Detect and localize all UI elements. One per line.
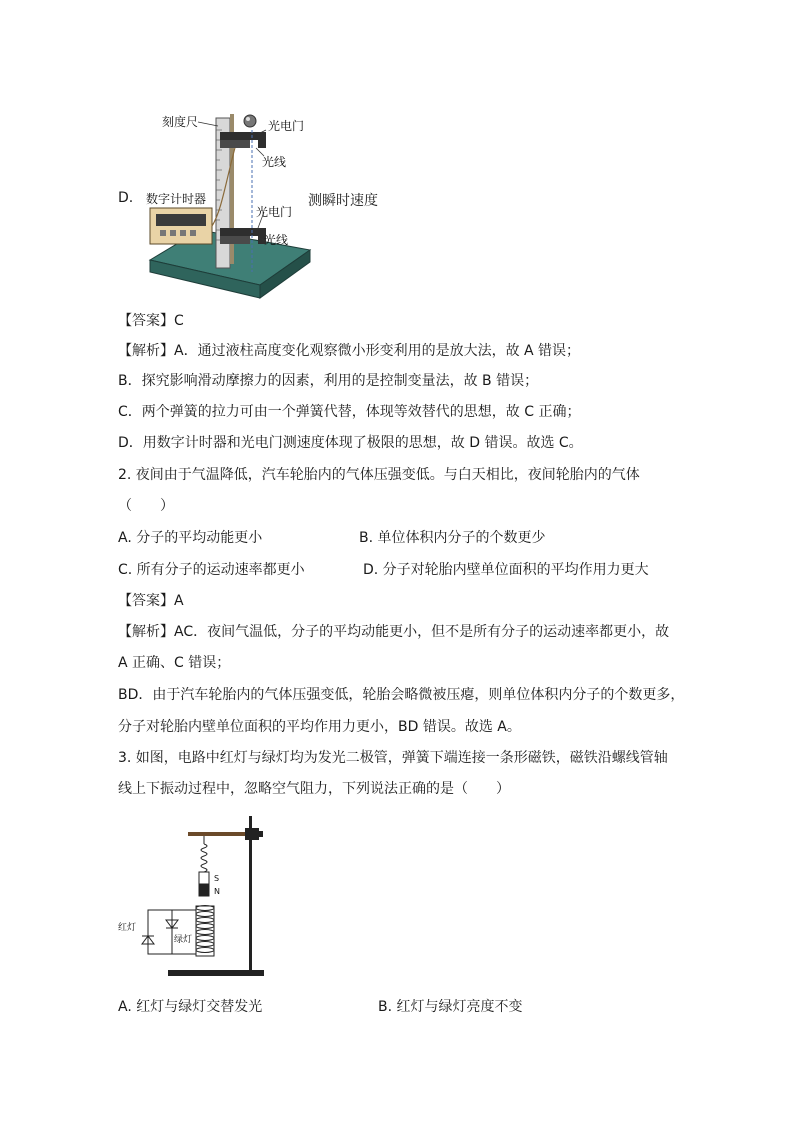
answer-tag: 【答案】 xyxy=(118,313,174,329)
q1-analysis-line-1 xyxy=(118,341,580,361)
option-d-letter: D. xyxy=(118,190,134,206)
q3-option-a: A. 红灯与绿灯交替发光 xyxy=(118,999,263,1015)
label-ray-top: 光线 xyxy=(262,155,287,169)
q2-option-d: D. 分子对轮胎内壁单位面积的平均作用力更大 xyxy=(363,562,649,578)
magnet-pole-n: N xyxy=(214,887,220,896)
label-gate-top: 光电门 xyxy=(268,119,305,133)
q1-answer xyxy=(118,311,184,331)
analysis-text: A．通过液柱高度变化观察微小形变利用的是放大法，故 A 错误； xyxy=(174,343,581,359)
q2-stem-line-1: 2. 夜间由于气温降低，汽车轮胎内的气体压强变低。与白天相比，夜间轮胎内的气体 xyxy=(118,467,640,483)
answer-tag: 【答案】 xyxy=(118,593,174,609)
label-red-led: 红灯 xyxy=(118,923,137,933)
answer-value: C xyxy=(174,313,184,329)
label-ray-bottom: 光线 xyxy=(264,233,289,247)
q2-analysis-line-3: BD．由于汽车轮胎内的气体压强变低，轮胎会略微被压瘪，则单位体积内分子的个数更多， xyxy=(118,687,685,703)
q1-analysis-line-4: D．用数字计时器和光电门测速度体现了极限的思想，故 D 错误。故选 C。 xyxy=(118,435,583,451)
q2-answer xyxy=(118,591,184,611)
label-ruler: 刻度尺 xyxy=(162,115,199,129)
q2-analysis-line-4: 分子对轮胎内壁单位面积的平均作用力更小，BD 错误。故选 A。 xyxy=(118,719,521,735)
option-d-caption: 测瞬时速度 xyxy=(308,193,378,209)
q2-analysis-line-1 xyxy=(118,622,669,642)
circuit-magnet-figure xyxy=(112,812,282,987)
q3-stem-line-1: 3. 如图，电路中红灯与绿灯均为发光二极管，弹簧下端连接一条形磁铁，磁铁沿螺线管轴 xyxy=(118,750,668,766)
analysis-tag: 【解析】 xyxy=(118,624,174,640)
label-green-led: 绿灯 xyxy=(174,935,193,945)
answer-value: A xyxy=(174,593,184,609)
q2-analysis-line-2: A 正确、C 错误； xyxy=(118,655,231,671)
photogate-apparatus-figure xyxy=(140,100,320,300)
magnet-pole-s: S xyxy=(214,874,220,883)
q2-stem-line-2: （ ） xyxy=(118,498,174,514)
q3-stem-line-2: 线上下振动过程中，忽略空气阻力，下列说法正确的是（ ） xyxy=(118,781,510,797)
analysis-tag: 【解析】 xyxy=(118,343,174,359)
label-timer: 数字计时器 xyxy=(146,192,207,206)
q2-option-a: A. 分子的平均动能更小 xyxy=(118,530,263,546)
label-gate-bottom: 光电门 xyxy=(256,205,293,219)
q2-option-c: C. 所有分子的运动速率都更小 xyxy=(118,562,305,578)
analysis-text: AC．夜间气温低，分子的平均动能更小，但不是所有分子的运动速率都更小，故 xyxy=(174,624,670,640)
q1-analysis-line-3: C．两个弹簧的拉力可由一个弹簧代替，体现等效替代的思想，故 C 正确； xyxy=(118,404,581,420)
q2-option-b: B. 单位体积内分子的个数更少 xyxy=(359,530,546,546)
q1-analysis-line-2: B．探究影响滑动摩擦力的因素，利用的是控制变量法，故 B 错误； xyxy=(118,373,539,389)
q3-option-b: B. 红灯与绿灯亮度不变 xyxy=(378,999,523,1015)
